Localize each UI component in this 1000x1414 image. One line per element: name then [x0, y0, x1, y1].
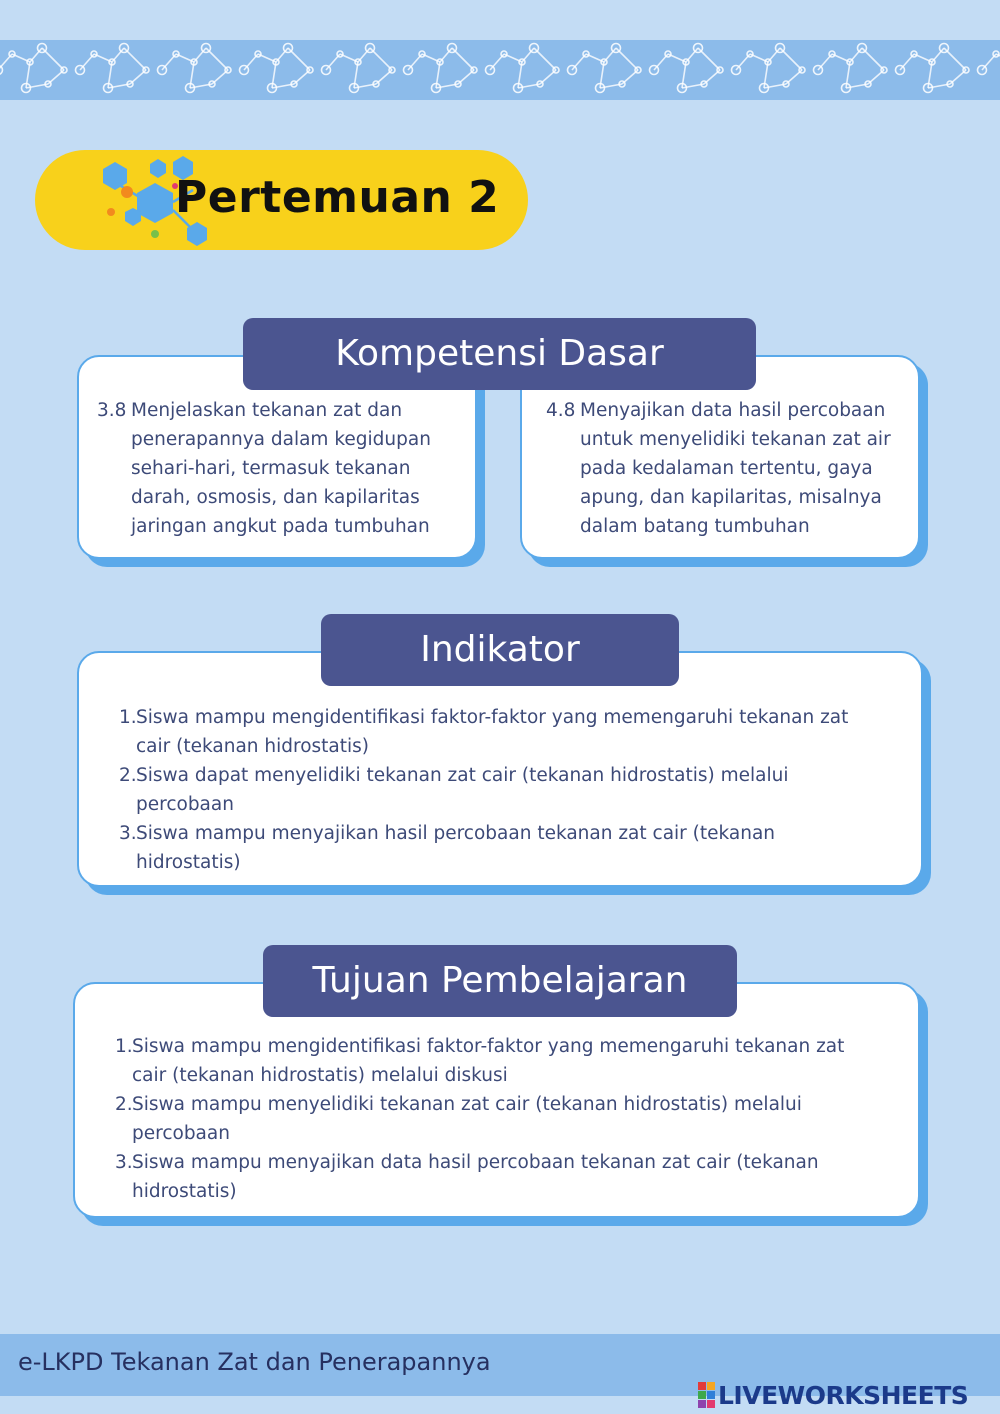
indikator-list [119, 703, 909, 877]
list-item [119, 819, 909, 877]
title-banner [35, 150, 528, 250]
list-number: 2. [115, 1094, 133, 1115]
kd-item [546, 396, 918, 541]
list-line: Siswa mampu mengidentifikasi faktor-faktor yang memengaruhi tekanan zat [132, 1036, 845, 1057]
list-item [115, 1148, 905, 1206]
kd-line: Menjelaskan tekanan zat dan [131, 400, 403, 421]
indikator-header: Indikator [321, 614, 679, 686]
list-line: Siswa mampu menyajikan data hasil percobaan tekanan zat cair (tekanan [132, 1152, 819, 1173]
kompetensi-header: Kompetensi Dasar [243, 318, 756, 390]
liveworksheets-icon [698, 1382, 715, 1408]
kd-line: jaringan angkut pada tumbuhan [131, 516, 430, 537]
kd-line: apung, dan kapilaritas, misalnya [580, 487, 882, 508]
page-title: Pertemuan 2 [175, 172, 500, 223]
list-line: hidrostatis) [132, 1181, 237, 1202]
kd-number: 3.8 [97, 400, 127, 421]
kd-item [97, 396, 467, 541]
list-item [115, 1090, 905, 1148]
list-item [115, 1032, 905, 1090]
footer-title: e-LKPD Tekanan Zat dan Penerapannya [18, 1348, 491, 1376]
list-number: 1. [119, 707, 137, 728]
liveworksheets-brand: LIVEWORKSHEETS [718, 1380, 969, 1410]
list-number: 1. [115, 1036, 133, 1057]
list-line: Siswa mampu mengidentifikasi faktor-faktor yang memengaruhi tekanan zat [136, 707, 849, 728]
kd-number: 4.8 [546, 400, 576, 421]
kd-line: untuk menyelidiki tekanan zat air [580, 429, 891, 450]
liveworksheets-logo[interactable] [698, 1380, 968, 1410]
kd-line: dalam batang tumbuhan [580, 516, 810, 537]
list-item [119, 761, 909, 819]
list-line: percobaan [136, 794, 234, 815]
kd-line: Menyajikan data hasil percobaan [580, 400, 886, 421]
tujuan-card [73, 982, 920, 1218]
indikator-card [77, 651, 923, 887]
list-line: Siswa mampu menyelidiki tekanan zat cair (tekanan hidrostatis) melalui [132, 1094, 802, 1115]
molecule-atom [0, 66, 3, 75]
list-number: 3. [119, 823, 137, 844]
list-line: cair (tekanan hidrostatis) [136, 736, 369, 757]
tujuan-list [115, 1032, 905, 1206]
list-item [119, 703, 909, 761]
molecule-pattern-icon [0, 40, 1000, 100]
list-line: hidrostatis) [136, 852, 241, 873]
kd-line: penerapannya dalam kegidupan [131, 429, 431, 450]
kd-line: sehari-hari, termasuk tekanan [131, 458, 411, 479]
tujuan-header: Tujuan Pembelajaran [263, 945, 737, 1017]
kd-line: darah, osmosis, dan kapilaritas [131, 487, 420, 508]
list-number: 3. [115, 1152, 133, 1173]
list-line: percobaan [132, 1123, 230, 1144]
list-number: 2. [119, 765, 137, 786]
kd-line: pada kedalaman tertentu, gaya [580, 458, 873, 479]
list-line: Siswa mampu menyajikan hasil percobaan tekanan zat cair (tekanan [136, 823, 776, 844]
list-line: Siswa dapat menyelidiki tekanan zat cair (tekanan hidrostatis) melalui [136, 765, 789, 786]
top-molecule-band [0, 40, 1000, 100]
list-line: cair (tekanan hidrostatis) melalui diskusi [132, 1065, 508, 1086]
